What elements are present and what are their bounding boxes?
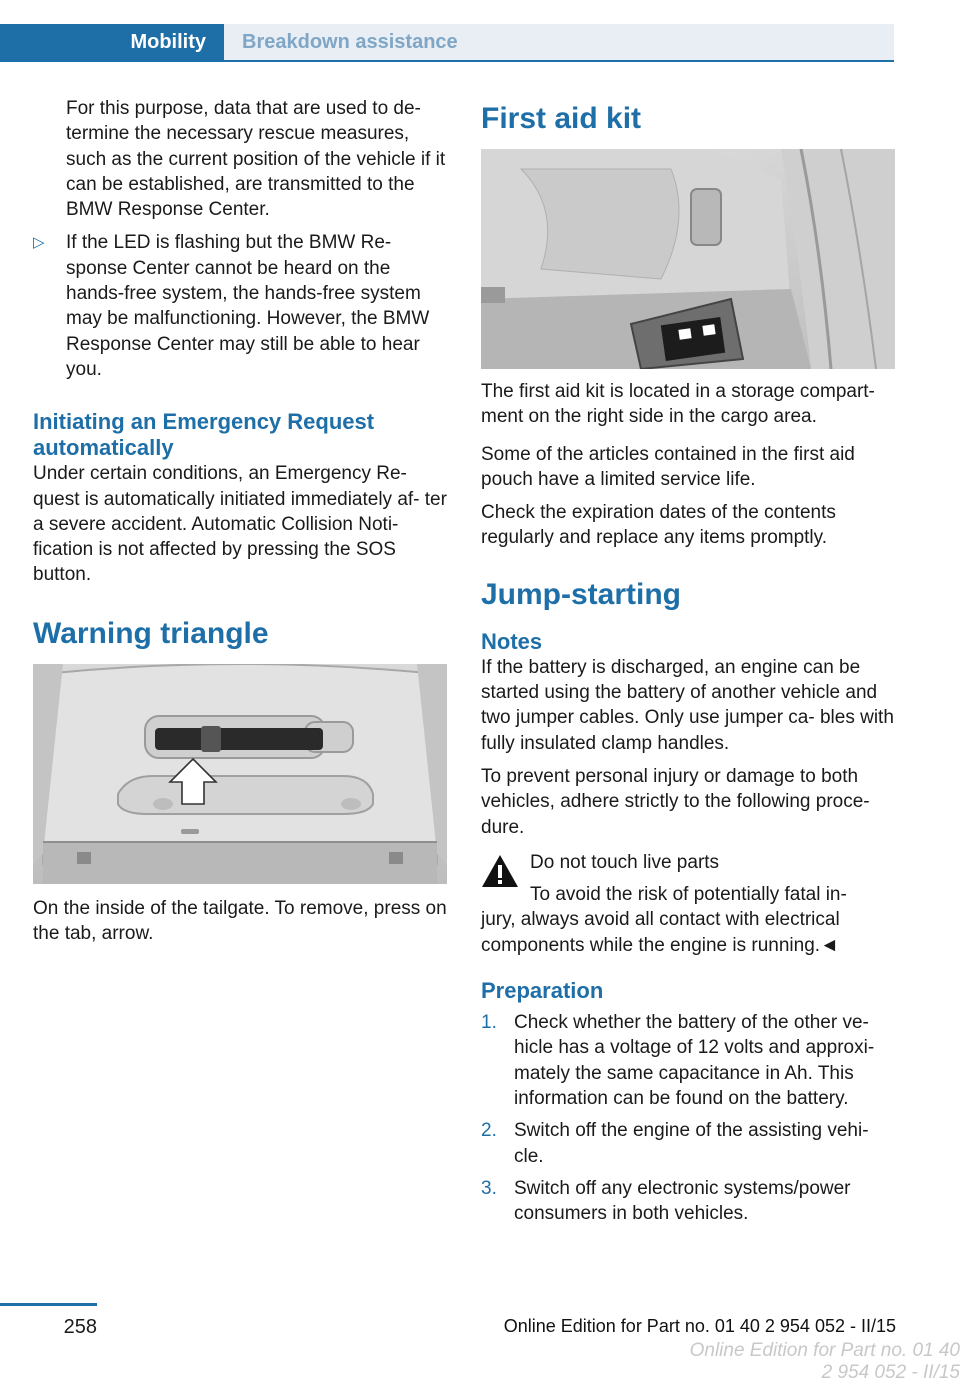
step-number: 1.: [481, 1012, 497, 1034]
bullet-marker-icon: ▷: [33, 234, 45, 252]
notes-paragraph-2: To prevent personal injury or damage to both vehicles, adhere strictly to the following proce- dure.: [481, 765, 870, 838]
warning-notice: [481, 850, 895, 908]
step-text: Switch off the engine of the assisting vehi- cle.: [514, 1120, 869, 1167]
tailgate-image: [33, 664, 447, 884]
step-item: [481, 1010, 895, 1111]
first-aid-paragraph-1: The first aid kit is located in a storage compart- ment on the right side in the cargo area.: [481, 381, 875, 428]
first-aid-paragraph-3: Check the expiration dates of the contents regularly and replace any items promptly.: [481, 502, 836, 549]
first-aid-paragraph-2: Some of the articles contained in the first aid pouch have a limited service life.: [481, 443, 855, 490]
bullet-text: If the LED is flashing but the BMW Re- sponse Center cannot be heard on the hands-free system, the hands-free system may be malfunctioning. However, the BMW Response Center may still be able to hear you.: [66, 232, 430, 380]
first-aid-heading: First aid kit: [481, 102, 642, 135]
step-text: Switch off any electronic systems/power consumers in both vehicles.: [514, 1177, 851, 1225]
footer-rule: [0, 1303, 97, 1306]
warning-triangle-heading: Warning triangle: [33, 616, 269, 650]
warning-title: Do not touch live parts: [530, 851, 720, 873]
notes-paragraph-1: If the battery is discharged, an engine can be started using the battery of another vehicle and two jumper cables. Only use jumper ca- bles with fully insulated clamp handles.: [481, 656, 894, 754]
bullet-item: [33, 230, 447, 382]
warning-text-rest: jury, always avoid all contact with electrical components while the engine is running.◄: [481, 909, 840, 956]
step-text: Check whether the battery of the other ve- hicle has a voltage of 12 volts and approxi- mately the same capacitance in Ah. This information can be found on the battery.: [514, 1012, 875, 1109]
right-column: [481, 96, 895, 1226]
preparation-heading: Preparation: [481, 978, 604, 1004]
warning-icon: [481, 854, 519, 888]
section-tab: Mobility: [0, 24, 224, 60]
header-rule: [0, 60, 894, 62]
warning-triangle-caption: On the inside of the tailgate. To remove, press on the tab, arrow.: [33, 897, 447, 945]
notes-heading: Notes: [481, 628, 543, 654]
auto-emergency-heading: Initiating an Emergency Request automatically: [33, 409, 375, 461]
step-number: 2.: [481, 1120, 497, 1142]
intro-paragraph: For this purpose, data that are used to de- termine the necessary rescue measures, such as the current position of the vehicle if it can be established, are transmitted to the BMW Response Center.: [66, 98, 446, 221]
left-column: [33, 96, 447, 946]
page-header: [0, 24, 894, 62]
cargo-area-image: [481, 149, 895, 369]
step-item: [481, 1176, 895, 1227]
auto-emergency-text: Under certain conditions, an Emergency Re- quest is automatically initiated immediately af- ter a severe accident. Automatic Collision Noti- fication is not affected by pressing the SOS button.: [33, 463, 447, 586]
step-number: 3.: [481, 1177, 497, 1199]
tailgate-illustration: [33, 664, 447, 884]
warning-text-lead: To avoid the risk of potentially fatal in-: [530, 884, 847, 906]
subsection-tab: Breakdown assistance: [224, 24, 894, 60]
step-item: [481, 1118, 895, 1169]
jump-starting-heading: Jump-starting: [481, 577, 682, 611]
edition-line: Online Edition for Part no. 01 40 2 954 052 - II/15: [503, 1316, 896, 1336]
page-number: 258: [63, 1316, 97, 1338]
watermark: Online Edition for Part no. 01 40 2 954 052 - II/15: [689, 1340, 960, 1383]
cargo-illustration: [481, 149, 895, 369]
